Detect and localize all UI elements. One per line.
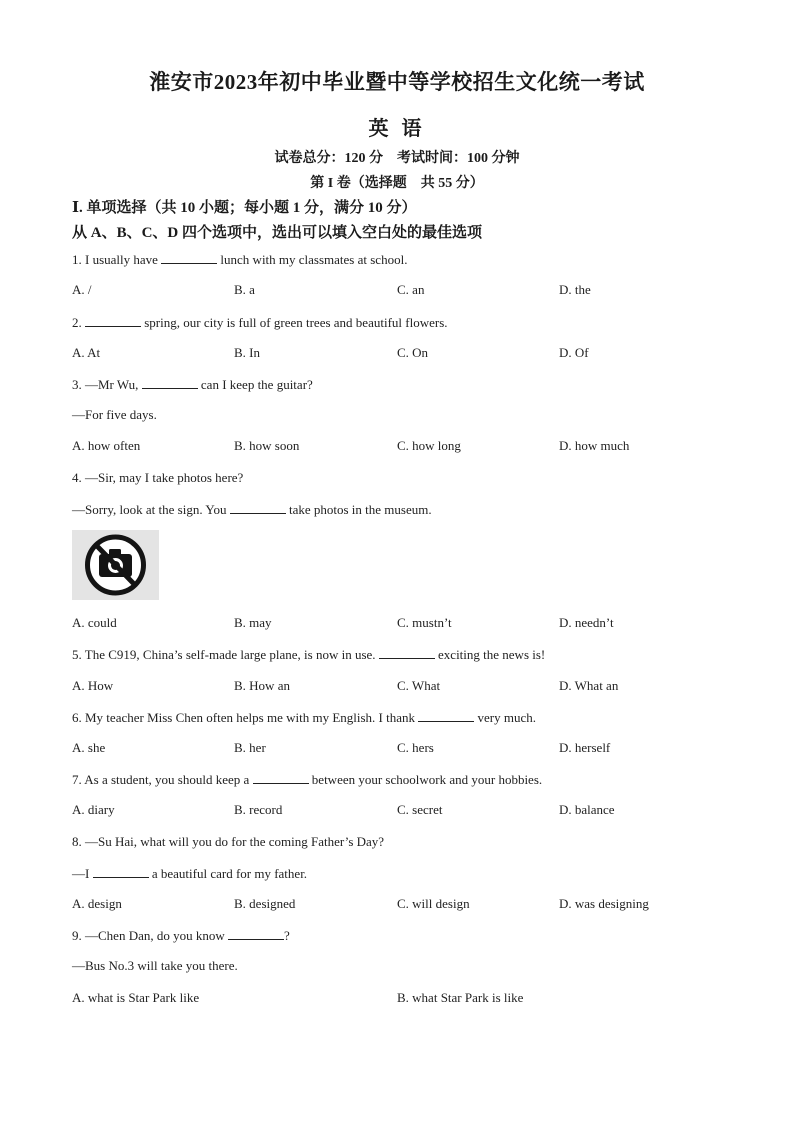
answer-blank	[253, 771, 309, 784]
option-b: B. may	[234, 615, 272, 630]
option-d: D. was designing	[559, 896, 649, 911]
question-9-reply: —Bus No.3 will take you there.	[72, 958, 238, 973]
option-b: B. record	[234, 802, 283, 817]
question-3-reply: —For five days.	[72, 407, 157, 422]
option-c: C. how long	[397, 438, 461, 453]
question-8-stem: 8. —Su Hai, what will you do for the coming Father’s Day?	[72, 834, 385, 849]
option-c: C. hers	[397, 740, 434, 755]
option-d: D. how much	[559, 438, 630, 453]
exam-title: 淮安市2023年初中毕业暨中等学校招生文化统一考试	[149, 70, 645, 94]
option-a: A. design	[72, 896, 122, 911]
option-c: C. mustn’t	[397, 615, 452, 630]
question-4-reply: —Sorry, look at the sign. You take photos in the museum.	[72, 502, 432, 517]
answer-blank	[418, 709, 474, 722]
option-a: A. diary	[72, 802, 115, 817]
question-7-stem: 7. As a student, you should keep a between your schoolwork and your hobbies.	[72, 772, 543, 787]
option-c: C. secret	[397, 802, 443, 817]
section-heading: Ⅰ. 单项选择（共 10 小题；每小题 1 分，满分 10 分）	[72, 200, 417, 216]
option-a: A. could	[72, 615, 117, 630]
part-heading: 第 I 卷（选择题 共 55 分）	[310, 176, 484, 191]
option-b: B. her	[234, 740, 266, 755]
option-c: C. On	[397, 345, 429, 360]
option-c: C. will design	[397, 896, 470, 911]
option-d: D. herself	[559, 740, 611, 755]
answer-blank	[85, 314, 141, 327]
option-a: A. how often	[72, 438, 141, 453]
option-b: B. how soon	[234, 438, 300, 453]
option-b: B. designed	[234, 896, 296, 911]
answer-blank	[228, 927, 284, 940]
option-d: D. needn’t	[559, 615, 614, 630]
option-d: D. the	[559, 282, 591, 297]
option-a: A. what is Star Park like	[72, 990, 200, 1005]
answer-blank	[142, 376, 198, 389]
question-6-stem: 6. My teacher Miss Chen often helps me with my English. I thank very much.	[72, 710, 536, 725]
no-camera-sign-icon	[72, 530, 159, 600]
option-d: D. What an	[559, 678, 619, 693]
section-instruction: 从 A、B、C、D 四个选项中，选出可以填入空白处的最佳选项	[72, 225, 483, 241]
answer-blank	[230, 501, 286, 514]
question-1-stem: 1. I usually have lunch with my classmates at school.	[72, 252, 408, 267]
answer-blank	[93, 865, 149, 878]
question-2-stem: 2. spring, our city is full of green trees and beautiful flowers.	[72, 315, 448, 330]
question-4-stem: 4. —Sir, may I take photos here?	[72, 470, 244, 485]
option-b: B. a	[234, 282, 255, 297]
option-a: A. /	[72, 282, 92, 297]
subject-title: 英 语	[368, 118, 426, 140]
option-a: A. she	[72, 740, 106, 755]
question-8-reply: —I a beautiful card for my father.	[72, 866, 308, 881]
option-c: C. What	[397, 678, 441, 693]
option-a: A. How	[72, 678, 114, 693]
question-3-stem: 3. —Mr Wu, can I keep the guitar?	[72, 377, 313, 392]
option-b: B. what Star Park is like	[397, 990, 524, 1005]
option-c: C. an	[397, 282, 425, 297]
option-b: B. In	[234, 345, 260, 360]
option-a: A. At	[72, 345, 101, 360]
option-d: D. balance	[559, 802, 615, 817]
answer-blank	[379, 646, 435, 659]
answer-blank	[161, 251, 217, 264]
question-5-stem: 5. The C919, China’s self-made large plane, is now in use. exciting the news is!	[72, 647, 546, 662]
question-9-stem: 9. —Chen Dan, do you know ?	[72, 928, 290, 943]
exam-info: 试卷总分：120 分 考试时间：100 分钟	[274, 151, 520, 166]
option-d: D. Of	[559, 345, 589, 360]
option-b: B. How an	[234, 678, 290, 693]
